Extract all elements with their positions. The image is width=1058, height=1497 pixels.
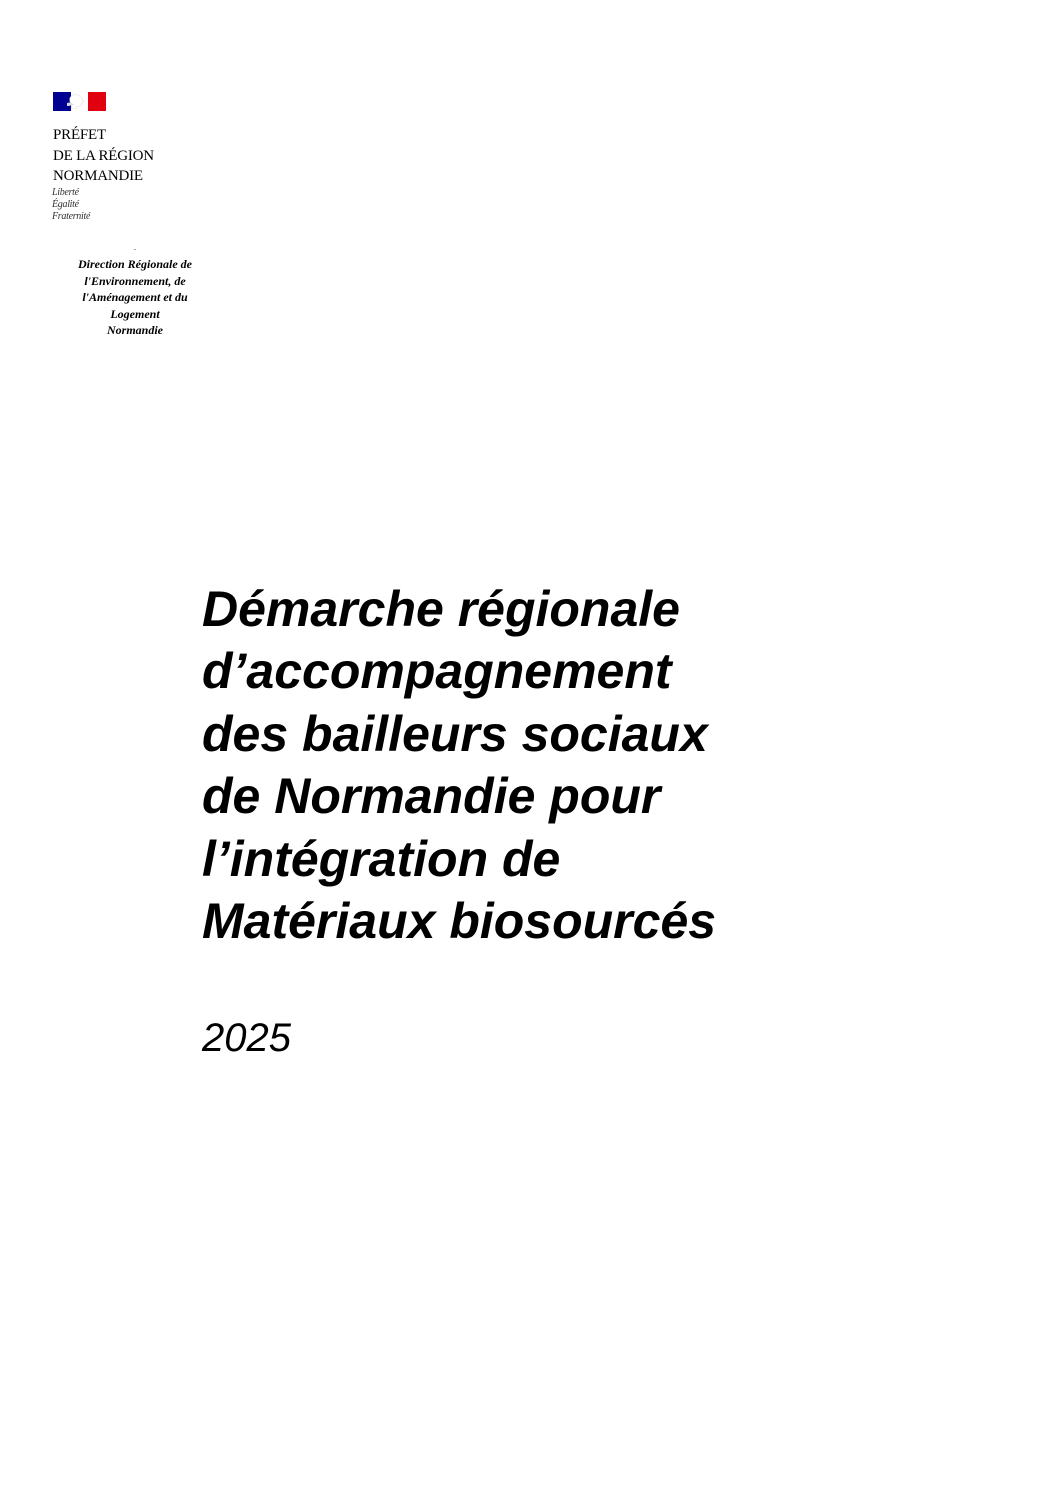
directorate-line: Normandie <box>106 323 163 337</box>
document-title <box>202 578 1002 952</box>
title-line: Matériaux biosourcés <box>202 893 717 950</box>
issuing-directorate <box>64 256 206 339</box>
motto-line: Égalité <box>52 199 79 210</box>
prefet-title <box>53 125 154 187</box>
prefet-line: PRÉFET <box>53 127 106 143</box>
prefet-line: NORMANDIE <box>53 168 143 184</box>
motto-line: Liberté <box>52 187 79 198</box>
title-line: Démarche régionale <box>202 581 680 637</box>
title-line: de Normandie pour <box>202 768 661 825</box>
separator-mark: . <box>134 243 136 252</box>
directorate-line: l'Aménagement et du <box>82 290 188 304</box>
marianne-flag-icon <box>53 92 106 111</box>
prefet-line: DE LA RÉGION <box>53 147 154 164</box>
directorate-line: Logement <box>110 306 160 321</box>
document-year: 2025 <box>202 1016 291 1060</box>
motto-line: Fraternité <box>52 211 91 222</box>
flag-red-band <box>88 92 106 111</box>
title-line: des bailleurs sociaux <box>202 705 708 762</box>
marianne-profile-icon <box>67 94 87 109</box>
title-line: d’accompagnement <box>202 643 672 700</box>
republic-motto <box>52 187 90 223</box>
title-line: l’intégration de <box>202 830 561 887</box>
directorate-line: Direction Régionale de <box>78 257 192 271</box>
directorate-line: l'Environnement, de <box>84 273 186 288</box>
